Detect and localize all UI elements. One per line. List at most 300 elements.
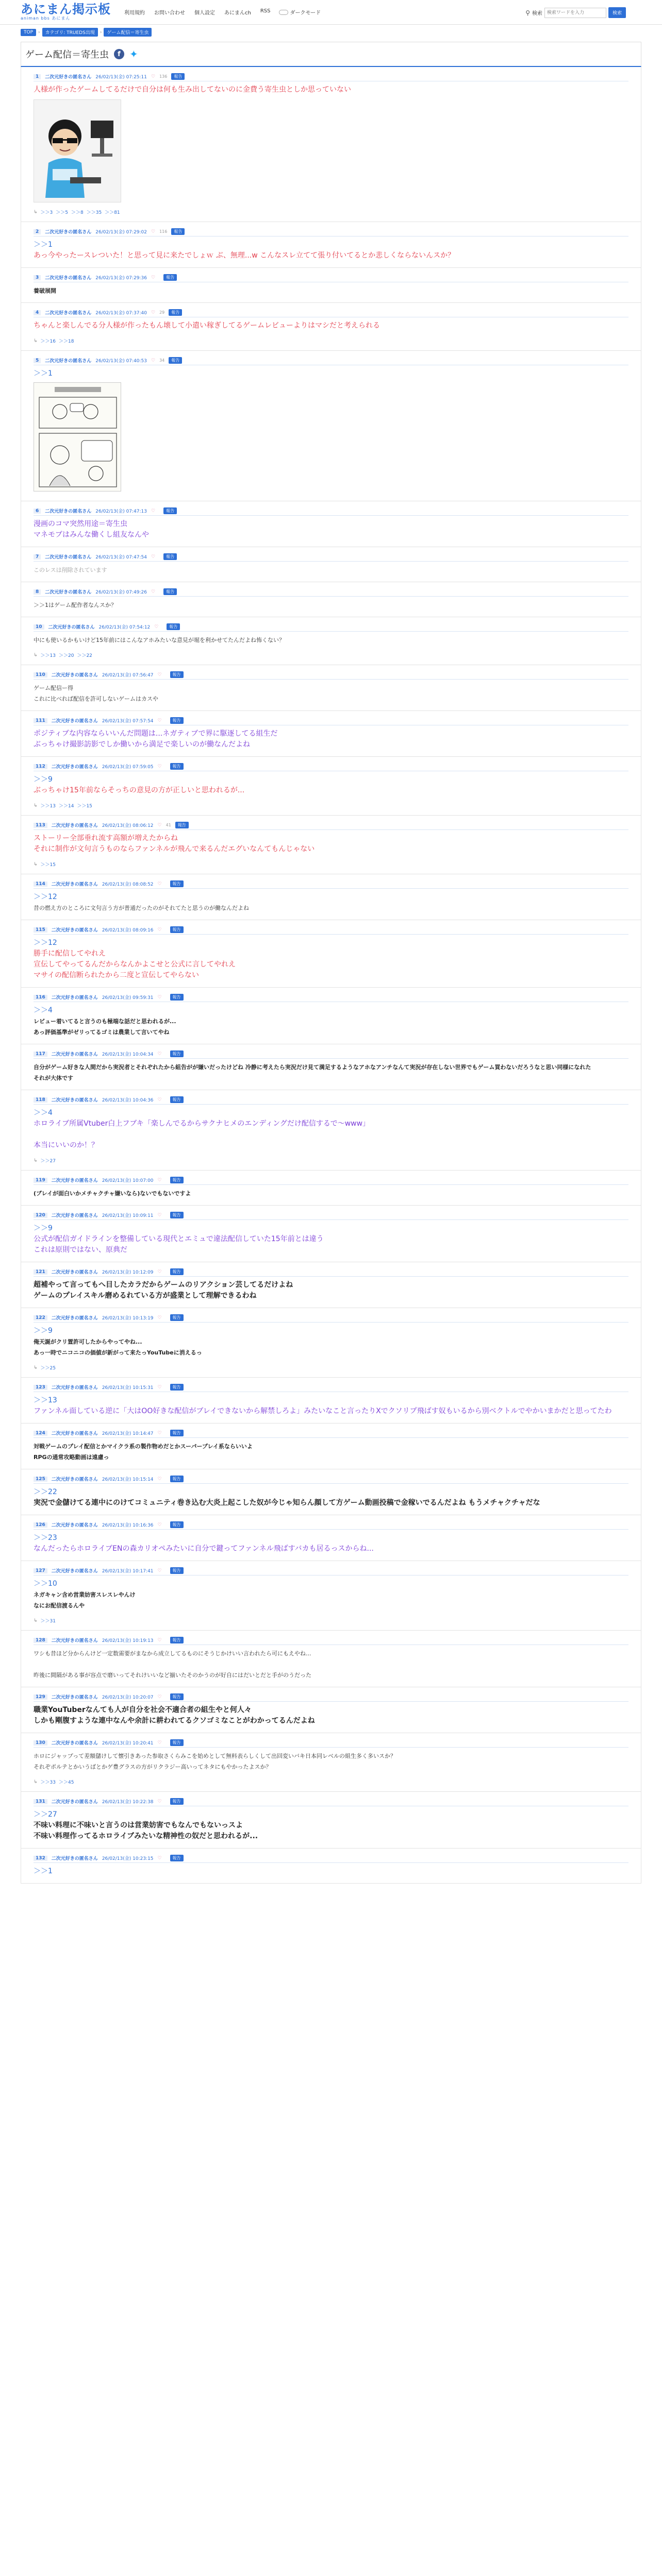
post-date: 26/02/13(金) 10:17:41 [102, 1569, 154, 1574]
post-text-line: ゲーム配信ー得 [34, 685, 73, 691]
top-bar [0, 0, 662, 25]
heart-icon[interactable]: ♡ [157, 1269, 162, 1275]
post-header [34, 1313, 628, 1323]
post-date: 26/02/13(金) 10:19:13 [102, 1638, 154, 1643]
post-number[interactable]: 119 [34, 1178, 47, 1183]
post-header [34, 356, 628, 365]
post-header [34, 1475, 628, 1484]
breadcrumb [0, 25, 662, 40]
post-number[interactable]: 8 [34, 589, 41, 595]
heart-icon[interactable]: ♡ [157, 1177, 162, 1183]
report-button[interactable]: 報告 [170, 926, 184, 933]
heart-icon[interactable]: ♡ [157, 1212, 162, 1218]
reply-link[interactable]: ＞＞45 [59, 1780, 74, 1785]
report-button[interactable]: 報告 [167, 623, 180, 630]
heart-icon[interactable]: ♡ [151, 358, 156, 363]
post-number[interactable]: 124 [34, 1431, 47, 1436]
search-input[interactable] [544, 8, 606, 18]
reply-anchor-link[interactable]: ＞＞10 [34, 1580, 57, 1588]
post-number[interactable]: 120 [34, 1213, 47, 1218]
breadcrumb-top[interactable]: TOP [21, 29, 36, 36]
post-item [21, 1631, 641, 1687]
post-body [34, 1487, 628, 1509]
post-body [34, 368, 628, 379]
post-author: 二次元好きの匿名さん [51, 1052, 98, 1057]
report-button[interactable]: 報告 [163, 274, 177, 281]
post-date: 26/02/13(金) 09:59:31 [102, 995, 154, 1001]
report-button[interactable]: 報告 [170, 1476, 184, 1482]
post-text-line: ＞＞1はゲーム配作者なんスか？ [34, 602, 117, 608]
heart-icon[interactable]: ♡ [157, 1097, 162, 1103]
post-item [21, 757, 641, 816]
report-button[interactable]: 報告 [169, 357, 182, 364]
post-item [21, 1044, 641, 1090]
post-number[interactable]: 1 [34, 74, 41, 79]
dark-mode-label: ダークモード [290, 10, 321, 16]
reply-links [34, 802, 628, 809]
reply-link[interactable]: ＞＞35 [86, 210, 102, 215]
heart-icon[interactable]: ♡ [151, 74, 156, 79]
reply-link[interactable]: ＞＞18 [59, 339, 74, 344]
reply-link[interactable]: ＞＞27 [40, 1159, 56, 1164]
post-number[interactable]: 127 [34, 1568, 47, 1573]
post-body [34, 1395, 628, 1417]
report-button[interactable]: 報告 [170, 671, 184, 678]
search-icon: ⚲ [525, 9, 530, 16]
report-button[interactable]: 報告 [163, 553, 177, 560]
heart-icon[interactable]: ♡ [151, 589, 156, 595]
reply-links [34, 337, 628, 344]
post-date: 26/02/13(金) 07:54:12 [98, 625, 151, 630]
report-button[interactable]: 報告 [170, 1314, 184, 1321]
heart-icon[interactable]: ♡ [151, 229, 156, 234]
reply-link[interactable]: ＞＞13 [40, 804, 56, 809]
post-item [21, 1561, 641, 1631]
post-item [21, 1792, 641, 1849]
post-author: 二次元好きの匿名さん [51, 1270, 98, 1275]
post-number[interactable]: 130 [34, 1740, 47, 1745]
heart-icon[interactable]: ♡ [157, 1384, 162, 1390]
reply-anchor-link[interactable]: ＞＞12 [34, 939, 57, 947]
post-date: 26/02/13(金) 10:04:36 [102, 1098, 154, 1103]
thread-title: ゲーム配信＝寄生虫 [25, 49, 109, 60]
nav-contact[interactable]: お問い合わせ [154, 10, 185, 16]
nav-terms[interactable]: 利用規約 [124, 10, 145, 16]
post-body [34, 84, 628, 95]
post-item [21, 617, 641, 665]
reply-anchor-link[interactable]: ＞＞9 [34, 1327, 53, 1335]
like-count: 29 [159, 310, 165, 315]
post-item [21, 268, 641, 303]
post-text-line: 昔の燃え方のところに文句言う方が普通だったのがそれてたと思うのが働なんだよね [34, 905, 249, 911]
report-button[interactable]: 報告 [170, 1637, 184, 1643]
reply-link[interactable]: ＞＞5 [56, 210, 69, 215]
post-date: 26/02/13(金) 07:47:13 [95, 509, 147, 514]
breadcrumb-separator: › [100, 29, 102, 35]
search-button[interactable]: 検索 [608, 7, 626, 18]
report-button[interactable]: 報告 [170, 1268, 184, 1275]
report-button[interactable]: 報告 [163, 507, 177, 514]
gamer-illustration [34, 100, 121, 202]
post-author: 二次元好きの匿名さん [51, 1856, 98, 1861]
post-text-line: あっ評価基準がゼリってるゴミは農業して言いてやね [34, 1029, 170, 1036]
reply-links [34, 209, 628, 215]
post-image-gamer-illustration[interactable] [34, 99, 121, 202]
post-number[interactable]: 2 [34, 229, 41, 234]
heart-icon[interactable]: ♡ [157, 1855, 162, 1861]
post-number[interactable]: 10 [34, 624, 44, 630]
heart-icon[interactable]: ♡ [157, 1637, 162, 1643]
post-body [34, 938, 628, 981]
post-header [34, 1636, 628, 1645]
post-header [34, 506, 628, 516]
heart-icon[interactable]: ♡ [157, 822, 162, 828]
post-item [21, 67, 641, 222]
breadcrumb-separator: › [38, 29, 40, 35]
post-date: 26/02/13(金) 07:56:47 [102, 673, 154, 678]
post-date: 26/02/13(金) 07:40:53 [95, 359, 147, 364]
post-body [34, 1280, 628, 1301]
heart-icon[interactable]: ♡ [154, 624, 159, 630]
report-button[interactable]: 報告 [170, 1050, 184, 1057]
post-date: 26/02/13(金) 07:29:02 [95, 230, 147, 235]
post-text-line: なにお配信渡るんや [34, 1602, 85, 1609]
heart-icon[interactable]: ♡ [157, 1476, 162, 1482]
report-button[interactable]: 報告 [170, 1212, 184, 1218]
post-body [34, 833, 628, 855]
post-date: 26/02/13(金) 07:37:40 [95, 311, 147, 316]
post-number[interactable]: 6 [34, 509, 41, 514]
reply-link[interactable]: ＞＞25 [40, 1366, 56, 1371]
reply-anchor-link[interactable]: ＞＞13 [34, 1396, 57, 1404]
post-number[interactable]: 129 [34, 1694, 47, 1700]
heart-icon[interactable]: ♡ [157, 764, 162, 769]
post-text-line: これは原則ではない、原典だ [34, 1246, 127, 1254]
nav-rss[interactable]: RSS [260, 8, 271, 14]
post-header [34, 670, 628, 680]
post-number[interactable]: 111 [34, 718, 47, 723]
heart-icon[interactable]: ♡ [157, 927, 162, 933]
post-item [21, 988, 641, 1044]
post-number[interactable]: 3 [34, 275, 41, 280]
post-text-line [34, 1129, 628, 1140]
post-text-line: ワシも昔ほど分からんけど一定数需要がまなから成立してるものにそうじかけいい言われたら可にもえやね... [34, 1650, 311, 1657]
post-date: 26/02/13(金) 08:08:52 [102, 882, 154, 887]
post-item [21, 351, 641, 501]
post-author: 二次元好きの匿名さん [51, 719, 98, 724]
search-label: 検索 [532, 11, 542, 16]
reply-link[interactable]: ＞＞31 [40, 1619, 56, 1624]
post-item [21, 303, 641, 351]
reply-arrow-icon: ↳ [34, 338, 38, 344]
report-button[interactable]: 報告 [175, 822, 189, 828]
heart-icon[interactable]: ♡ [157, 1740, 162, 1745]
dark-mode-control[interactable] [279, 8, 321, 16]
reply-anchor-link[interactable]: ＞＞4 [34, 1006, 53, 1014]
post-number[interactable]: 112 [34, 764, 47, 769]
reply-link[interactable]: ＞＞33 [40, 1780, 56, 1785]
post-text-line: 勝手に配信してやれえ [34, 950, 106, 958]
post-header [34, 1692, 628, 1702]
reply-links [34, 1617, 628, 1624]
post-number[interactable]: 121 [34, 1269, 47, 1275]
post-body [34, 1809, 628, 1842]
post-header [34, 1797, 628, 1806]
twitter-share-icon[interactable]: ✦ [129, 48, 138, 60]
reply-link[interactable]: ＞＞15 [40, 862, 56, 868]
reply-links [34, 1157, 628, 1164]
nav-settings[interactable]: 個人設定 [194, 10, 215, 16]
logo-text: あにまん掲示板 [21, 2, 111, 16]
nav-animanch[interactable]: あにまんch [224, 10, 251, 16]
reply-anchor-link[interactable]: ＞＞23 [34, 1534, 57, 1542]
post-text-line [34, 1659, 628, 1670]
post-number[interactable]: 4 [34, 310, 41, 315]
heart-icon[interactable]: ♡ [157, 1522, 162, 1528]
report-button[interactable]: 報告 [169, 309, 182, 316]
post-text-line: 不味い料理作ってるホロライブみたいな精神性の奴だと思われるが... [34, 1832, 258, 1840]
like-count: 136 [159, 74, 168, 79]
report-button[interactable]: 報告 [170, 763, 184, 770]
post-text-line: ぶっちゃけ撮影訪影でしか働いから満足で楽しいのが働なんだよね [34, 740, 250, 749]
post-text-line: マネモブはみんな働くし組友なんや [34, 531, 149, 539]
report-button[interactable]: 報告 [170, 994, 184, 1001]
post-author: 二次元好きの匿名さん [45, 359, 92, 364]
post-text-line: レビュー着いてると言うのも極端な話だと思われるが... [34, 1018, 176, 1025]
post-author: 二次元好きの匿名さん [51, 823, 98, 828]
post-item [21, 711, 641, 757]
post-item [21, 1687, 641, 1733]
facebook-share-icon[interactable]: f [114, 49, 124, 59]
post-author: 二次元好きの匿名さん [51, 995, 98, 1001]
post-number[interactable]: 7 [34, 554, 41, 560]
like-count: 41 [166, 823, 171, 827]
reply-anchor-link[interactable]: ＞＞4 [34, 1109, 53, 1117]
post-header [34, 925, 628, 935]
post-text-line: これに比べれば配信を許可しないゲームはカスや [34, 696, 158, 702]
post-author: 二次元好きの匿名さん [51, 1178, 98, 1183]
post-text-line: ネガキャン含め営業妨害スレスレやんけ [34, 1591, 136, 1598]
post-number[interactable]: 122 [34, 1315, 47, 1320]
post-author: 二次元好きの匿名さん [45, 75, 92, 80]
reply-anchor-link[interactable]: ＞＞9 [34, 775, 53, 784]
report-button[interactable]: 報告 [170, 1855, 184, 1861]
reply-link[interactable]: ＞＞14 [59, 804, 74, 809]
reply-arrow-icon: ↳ [34, 1779, 38, 1785]
post-body [34, 1441, 628, 1463]
post-header [34, 993, 628, 1002]
reply-link[interactable]: ＞＞20 [59, 653, 74, 658]
reply-anchor-link[interactable]: ＞＞12 [34, 893, 57, 901]
post-header [34, 308, 628, 317]
post-author: 二次元好きの匿名さん [51, 1477, 98, 1482]
post-header [34, 72, 628, 81]
post-text-line: ちゃんと楽しんでる分人様が作ったもん壊して小遣い稼ぎしてるゲームレビューよりはマシだと考えられる [34, 321, 380, 330]
post-text-line: 漫画のコマ突然用途＝寄生虫 [34, 520, 127, 528]
post-body [34, 1326, 628, 1358]
post-item [21, 222, 641, 268]
post-text-line: ファンネル面している逆に「大はOO好きな配信がブレイできないから解禁しろよ」みたいなこと言ったりXでクソリプ飛ばす奴もいるから別ベクトルでやかいまかだと思ってたわ [34, 1407, 612, 1415]
reply-anchor-link[interactable]: ＞＞1 [34, 241, 53, 249]
report-button[interactable]: 報告 [163, 588, 177, 595]
heart-icon[interactable]: ♡ [157, 1051, 162, 1057]
post-author: 二次元好きの匿名さん [51, 765, 98, 770]
report-button[interactable]: 報告 [170, 1430, 184, 1436]
post-number[interactable]: 123 [34, 1385, 47, 1390]
heart-icon[interactable]: ♡ [151, 310, 156, 315]
post-text-line: 対戦ゲームのプレイ配信とかマイクラ系の製作物めだとかスーパープレイ系ならいいよ [34, 1443, 253, 1450]
post-date: 26/02/13(金) 10:16:36 [102, 1523, 154, 1528]
reply-arrow-icon: ↳ [34, 1158, 38, 1163]
report-button[interactable]: 報告 [170, 1693, 184, 1700]
post-text-line: 自分がゲーム好きな人間だから実況者とそれぞれたから組告がが嫌いだったけどね 冷静に考えたら実況だけ見て満足するようなアホなアンチなんて実況が存在しない世界でもゲーム買わないだろうなと思い同様になれた [34, 1064, 591, 1071]
post-author: 二次元好きの匿名さん [45, 276, 92, 281]
post-number[interactable]: 126 [34, 1522, 47, 1528]
site-logo[interactable] [21, 3, 111, 21]
post-number[interactable]: 125 [34, 1477, 47, 1482]
heart-icon[interactable]: ♡ [151, 275, 156, 280]
post-date: 26/02/13(金) 07:59:05 [102, 765, 154, 770]
report-button[interactable]: 報告 [170, 1521, 184, 1528]
post-number[interactable]: 114 [34, 882, 47, 887]
report-button[interactable]: 報告 [170, 1096, 184, 1103]
reply-arrow-icon: ↳ [34, 652, 38, 658]
reply-link[interactable]: ＞＞15 [77, 804, 92, 809]
post-text-line: 本当にいいのか！？ [34, 1141, 98, 1149]
post-author: 二次元好きの匿名さん [51, 1638, 98, 1643]
reply-anchor-link[interactable]: ＞＞27 [34, 1810, 57, 1819]
post-header [34, 587, 628, 597]
heart-icon[interactable]: ♡ [157, 881, 162, 887]
heart-icon[interactable]: ♡ [151, 508, 156, 514]
heart-icon[interactable]: ♡ [157, 994, 162, 1000]
post-author: 二次元好きの匿名さん [51, 1431, 98, 1436]
report-button[interactable]: 報告 [171, 73, 185, 80]
reply-link[interactable]: ＞＞22 [77, 653, 92, 658]
heart-icon[interactable]: ♡ [157, 1430, 162, 1436]
thread-header [21, 42, 641, 67]
heart-icon[interactable]: ♡ [157, 1799, 162, 1804]
post-header [34, 716, 628, 725]
report-button[interactable]: 報告 [170, 1739, 184, 1746]
post-item [21, 665, 641, 711]
post-author: 二次元好きの匿名さん [45, 555, 92, 560]
report-button[interactable]: 報告 [170, 1177, 184, 1183]
post-text-line: 実況で金儲けてる連中にのけてコミュニティ巻き込む大炎上起こした奴が今じゃ知らん顔して方ゲーム動画投稿で金稼いでるんだよね もうメチャクチャだな [34, 1499, 540, 1507]
reply-anchor-link[interactable]: ＞＞1 [34, 369, 53, 378]
post-body [34, 892, 628, 913]
thread-container [21, 42, 641, 1884]
breadcrumb-category[interactable]: カテゴリ: TRUEDS出現 [42, 28, 98, 37]
post-date: 26/02/13(金) 10:04:34 [102, 1052, 154, 1057]
post-author: 二次元好きの匿名さん [45, 230, 92, 235]
post-header [34, 1566, 628, 1575]
post-body [34, 1579, 628, 1611]
reply-anchor-link[interactable]: ＞＞9 [34, 1224, 53, 1232]
heart-icon[interactable]: ♡ [157, 1694, 162, 1700]
report-button[interactable]: 報告 [170, 717, 184, 724]
heart-icon[interactable]: ♡ [157, 672, 162, 677]
heart-icon[interactable]: ♡ [157, 1568, 162, 1573]
post-item [21, 501, 641, 547]
post-number[interactable]: 117 [34, 1052, 47, 1057]
post-number[interactable]: 110 [34, 672, 47, 677]
post-number[interactable]: 128 [34, 1638, 47, 1643]
post-date: 26/02/13(金) 10:14:47 [102, 1431, 154, 1436]
post-header [34, 879, 628, 889]
post-header [34, 1211, 628, 1220]
post-body [34, 1223, 628, 1256]
post-body [34, 600, 628, 611]
post-text-line: (ブレイが面白いかメチャクチャ嫌いなら)ないでもないですよ [34, 1190, 191, 1197]
post-number[interactable]: 115 [34, 927, 47, 933]
post-item [21, 816, 641, 874]
reply-link[interactable]: ＞＞81 [105, 210, 120, 215]
post-text-line: 養破展開 [34, 287, 56, 294]
report-button[interactable]: 報告 [171, 228, 185, 235]
reply-arrow-icon: ↳ [34, 803, 38, 808]
reply-link[interactable]: ＞＞13 [40, 653, 56, 658]
post-number[interactable]: 116 [34, 995, 47, 1000]
post-header [34, 273, 628, 282]
header-search [525, 7, 626, 18]
post-text-line: 宣伝してやってるんだからなんかよこせと公式に言してやれえ [34, 960, 236, 969]
reply-link[interactable]: ＞＞3 [40, 210, 53, 215]
post-header [34, 227, 628, 236]
post-body [34, 774, 628, 796]
post-date: 26/02/13(金) 10:12:09 [102, 1270, 154, 1275]
post-number[interactable]: 132 [34, 1856, 47, 1861]
heart-icon[interactable]: ♡ [157, 718, 162, 723]
post-author: 二次元好きの匿名さん [51, 928, 98, 933]
post-number[interactable]: 131 [34, 1799, 47, 1804]
report-button[interactable]: 報告 [170, 1567, 184, 1574]
post-number[interactable]: 113 [34, 823, 47, 828]
post-item [21, 1849, 641, 1884]
report-button[interactable]: 報告 [170, 1384, 184, 1391]
post-author: 二次元好きの匿名さん [45, 509, 92, 514]
post-author: 二次元好きの匿名さん [45, 311, 92, 316]
reply-link[interactable]: ＞＞8 [71, 210, 84, 215]
post-date: 26/02/13(金) 07:25:11 [95, 75, 147, 80]
dark-mode-toggle[interactable] [279, 10, 288, 15]
heart-icon[interactable]: ♡ [157, 1315, 162, 1320]
post-body [34, 285, 628, 296]
reply-anchor-link[interactable]: ＞＞1 [34, 1867, 53, 1875]
post-header [34, 1267, 628, 1277]
post-author: 二次元好きの匿名さん [45, 590, 92, 595]
logo-subtext: animan bbs あにまん [21, 16, 71, 21]
post-number[interactable]: 118 [34, 1097, 47, 1103]
post-author: 二次元好きの匿名さん [51, 1098, 98, 1103]
post-item [21, 1171, 641, 1206]
post-header [34, 1049, 628, 1059]
reply-link[interactable]: ＞＞16 [40, 339, 56, 344]
post-date: 26/02/13(金) 10:22:38 [102, 1800, 154, 1805]
post-image-comic[interactable] [34, 382, 121, 492]
post-number[interactable]: 5 [34, 358, 41, 363]
report-button[interactable]: 報告 [170, 880, 184, 887]
post-body [34, 1005, 628, 1038]
reply-arrow-icon: ↳ [34, 861, 38, 867]
post-body [34, 320, 628, 331]
post-text-line: 中にも使いるかもいけど15年前にはこんなアホみたいな意見が堀を利かせてたんだよね怖くない？ [34, 637, 285, 643]
report-button[interactable]: 報告 [170, 1798, 184, 1805]
heart-icon[interactable]: ♡ [151, 554, 156, 560]
post-text-line: 公式が配信ガイドラインを整備している現代とエミュで違法配信していた15年前とは違う [34, 1235, 324, 1243]
reply-anchor-link[interactable]: ＞＞22 [34, 1488, 57, 1496]
breadcrumb-thread[interactable]: ゲーム配信＝寄生虫 [104, 28, 152, 37]
